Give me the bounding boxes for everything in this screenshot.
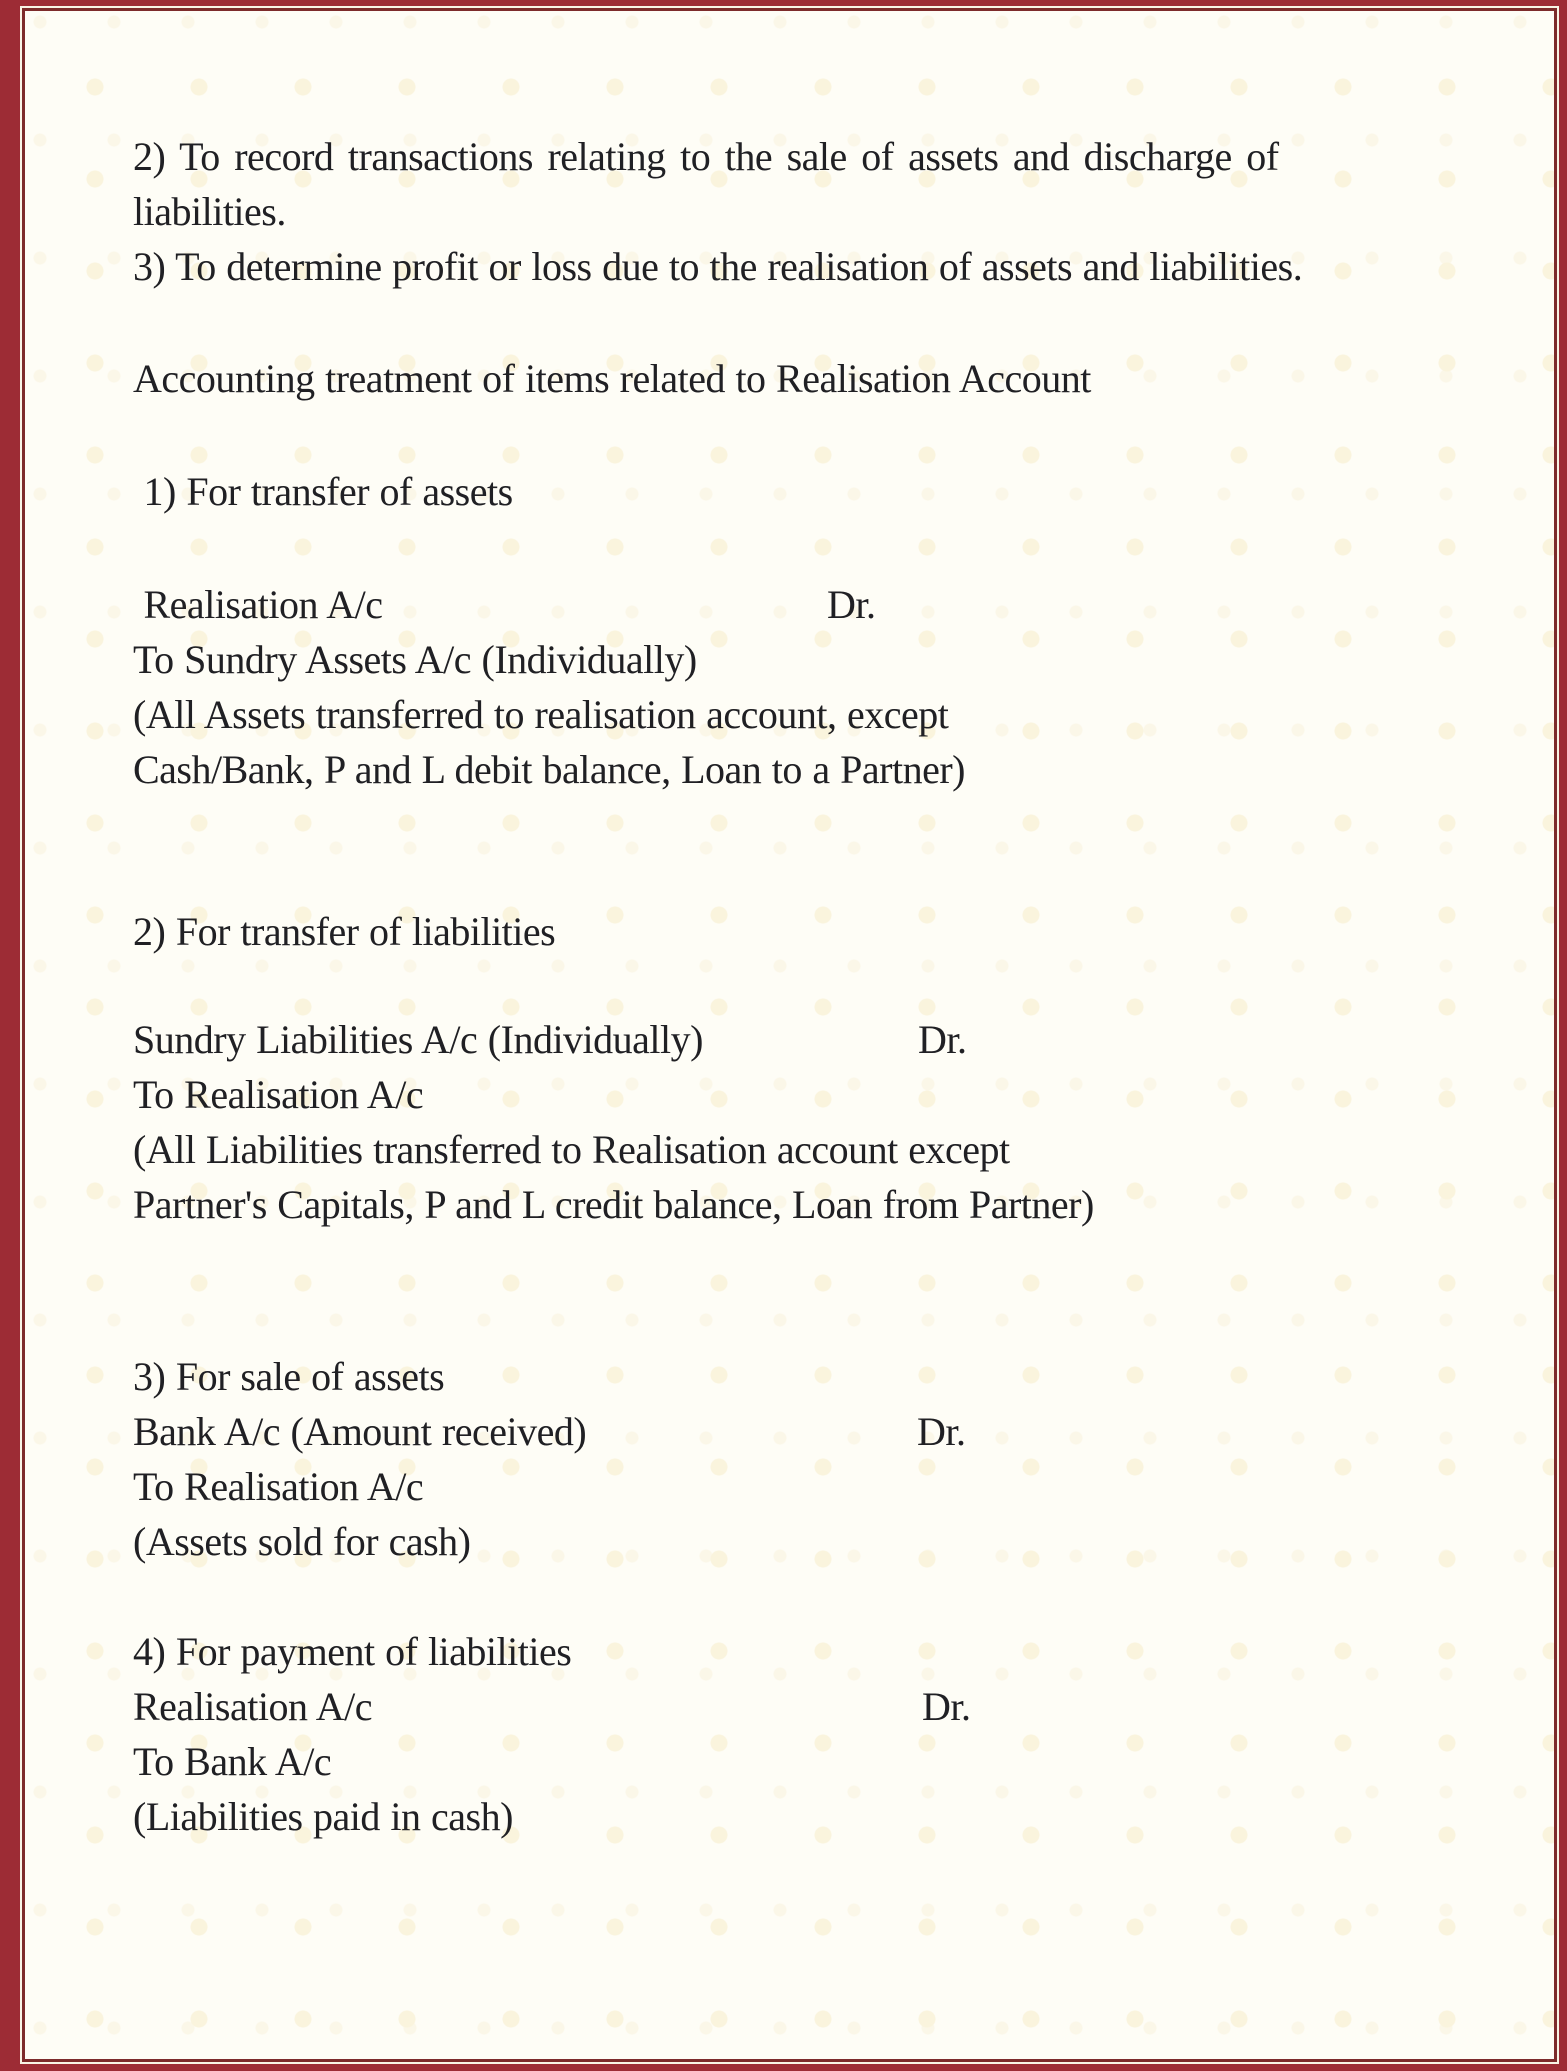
text-line — [133, 577, 1497, 632]
line-text: 2) For transfer of liabilities — [133, 909, 556, 954]
line-text: Realisation A/c — [133, 1684, 373, 1729]
debit-abbreviation-label: Dr. — [922, 1684, 971, 1729]
text-line — [133, 1514, 1497, 1569]
text-line — [133, 1404, 1497, 1459]
text-line — [133, 742, 1497, 797]
line-text: To Realisation A/c — [133, 1464, 424, 1509]
line-text: (All Assets transferred to realisation account, except — [133, 692, 949, 737]
text-line — [133, 1459, 1497, 1514]
paragraph-block — [133, 129, 1497, 294]
paragraph-block — [133, 464, 1497, 519]
text-line — [133, 632, 1497, 687]
text-line — [133, 1067, 1497, 1122]
line-text: 4) For payment of liabilities — [133, 1629, 572, 1674]
debit-abbreviation-label: Dr. — [827, 582, 876, 627]
text-line — [133, 1734, 1497, 1789]
line-text: 3) To determine profit or loss due to the realisation of assets and liabilities. — [133, 244, 1303, 289]
line-text: liabilities. — [133, 189, 286, 234]
text-line — [133, 1177, 1497, 1232]
text-line — [133, 1012, 1497, 1067]
line-text: To Sundry Assets A/c (Individually) — [133, 637, 697, 682]
line-text: To Bank A/c — [133, 1739, 332, 1784]
text-line — [133, 1122, 1497, 1177]
text-line — [133, 464, 1497, 519]
line-text: Accounting treatment of items related to Realisation Account — [133, 356, 1091, 401]
text-line — [133, 239, 1497, 294]
text-line — [133, 1789, 1497, 1844]
paragraph-block — [133, 577, 1497, 797]
line-text: Bank A/c (Amount received) — [133, 1409, 587, 1454]
paragraph-block — [133, 904, 1497, 959]
line-text: Partner's Capitals, P and L credit balance, Loan from Partner) — [133, 1182, 1094, 1227]
line-text: (All Liabilities transferred to Realisation account except — [133, 1127, 1010, 1172]
text-line — [133, 184, 1497, 239]
text-line — [133, 1679, 1497, 1734]
line-text: 3) For sale of assets — [133, 1354, 445, 1399]
debit-abbreviation-label: Dr. — [917, 1409, 966, 1454]
line-text: To Realisation A/c — [133, 1072, 424, 1117]
debit-abbreviation-label: Dr. — [918, 1017, 967, 1062]
text-line — [133, 1349, 1497, 1404]
line-text: Realisation A/c — [133, 582, 383, 627]
text-line — [133, 687, 1497, 742]
text-line — [133, 1624, 1497, 1679]
text-line — [133, 351, 1497, 406]
line-text: (Assets sold for cash) — [133, 1519, 471, 1564]
paragraph-block — [133, 1349, 1497, 1569]
line-text: Sundry Liabilities A/c (Individually) — [133, 1017, 703, 1062]
paragraph-block — [133, 1012, 1497, 1232]
text-line — [133, 129, 1497, 184]
line-text: 1) For transfer of assets — [133, 469, 513, 514]
line-text: Cash/Bank, P and L debit balance, Loan to a Partner) — [133, 747, 966, 792]
line-text: 2) To record transactions relating to the sale of assets and discharge of — [133, 134, 1279, 179]
line-text: (Liabilities paid in cash) — [133, 1794, 513, 1839]
paragraph-block — [133, 351, 1497, 406]
text-line — [133, 904, 1497, 959]
paragraph-block — [133, 1624, 1497, 1844]
